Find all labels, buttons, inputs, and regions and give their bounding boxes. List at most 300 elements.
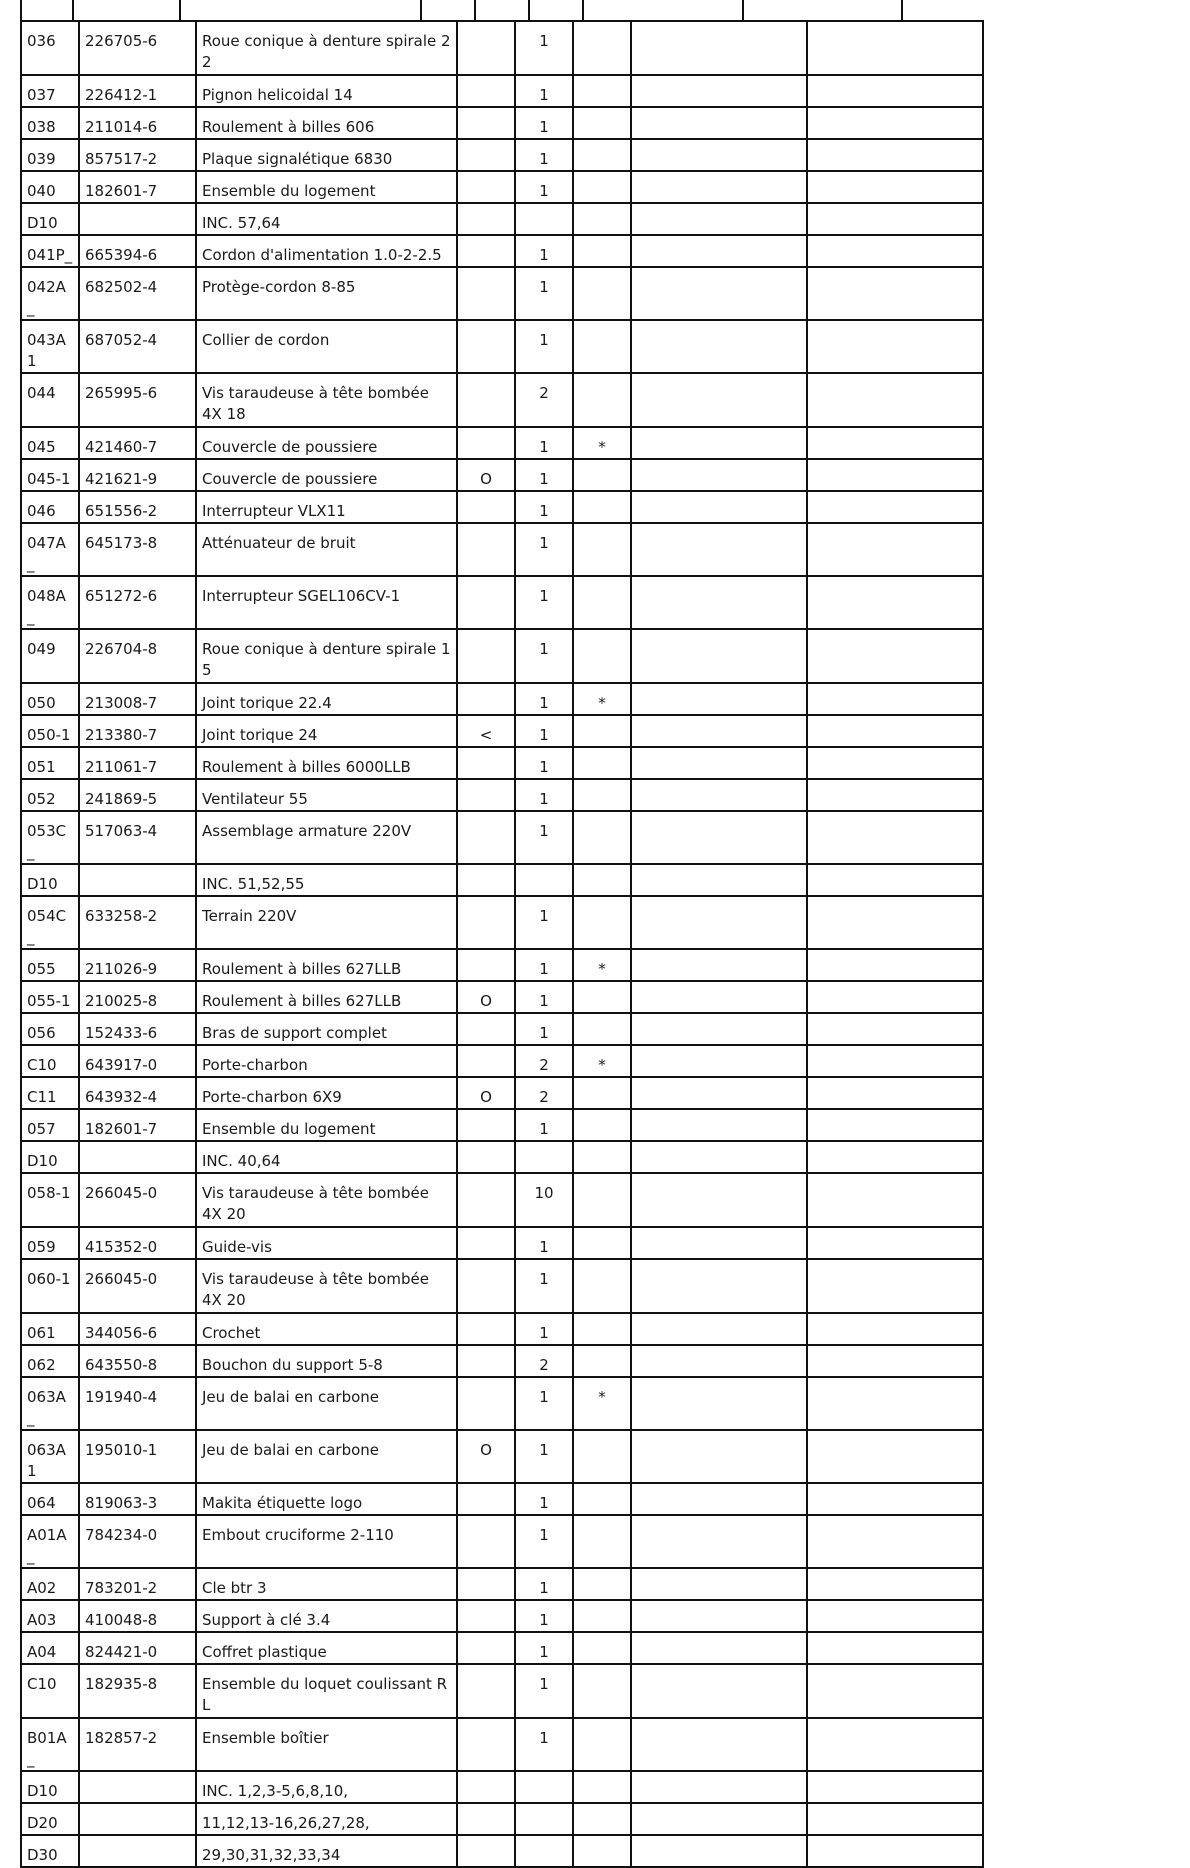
item-number-cell: D20 bbox=[21, 1803, 79, 1835]
symbol-cell bbox=[457, 203, 515, 235]
empty-cell bbox=[631, 267, 807, 320]
part-number-cell bbox=[79, 1141, 196, 1173]
item-number-cell: C10 bbox=[21, 1045, 79, 1077]
symbol-cell bbox=[457, 373, 515, 427]
quantity-cell: 2 bbox=[515, 373, 573, 427]
empty-cell bbox=[631, 811, 807, 864]
part-number-cell: 857517-2 bbox=[79, 139, 196, 171]
item-number-cell: 051 bbox=[21, 747, 79, 779]
empty-cell bbox=[631, 1227, 807, 1259]
description-cell: Roulement à billes 627LLB bbox=[196, 981, 457, 1013]
empty-cell bbox=[807, 1835, 983, 1867]
quantity-cell: 1 bbox=[515, 715, 573, 747]
symbol-cell bbox=[457, 896, 515, 949]
symbol-cell bbox=[457, 75, 515, 107]
symbol-cell bbox=[457, 1718, 515, 1771]
description-cell: Roulement à billes 627LLB bbox=[196, 949, 457, 981]
quantity-cell: 1 bbox=[515, 107, 573, 139]
symbol-cell: O bbox=[457, 1430, 515, 1483]
empty-cell bbox=[807, 1803, 983, 1835]
table-row bbox=[21, 896, 983, 949]
table-row bbox=[21, 747, 983, 779]
note-cell bbox=[573, 811, 631, 864]
empty-cell bbox=[807, 1515, 983, 1568]
quantity-cell: 1 bbox=[515, 1013, 573, 1045]
table-row bbox=[21, 949, 983, 981]
quantity-cell: 1 bbox=[515, 427, 573, 459]
note-cell bbox=[573, 1803, 631, 1835]
table-row bbox=[21, 683, 983, 715]
empty-cell bbox=[807, 373, 983, 427]
empty-cell bbox=[631, 683, 807, 715]
part-number-cell: 410048-8 bbox=[79, 1600, 196, 1632]
table-row bbox=[21, 1771, 983, 1803]
table-continuation-line bbox=[901, 0, 903, 20]
empty-cell bbox=[807, 1568, 983, 1600]
symbol-cell bbox=[457, 1632, 515, 1664]
item-number-cell: 052 bbox=[21, 779, 79, 811]
empty-cell bbox=[807, 715, 983, 747]
item-number-cell: 040 bbox=[21, 171, 79, 203]
description-cell: Porte-charbon bbox=[196, 1045, 457, 1077]
part-number-cell: 651556-2 bbox=[79, 491, 196, 523]
description-cell: INC. 57,64 bbox=[196, 203, 457, 235]
table-continuation-line bbox=[582, 0, 584, 20]
empty-cell bbox=[631, 1077, 807, 1109]
empty-cell bbox=[807, 1173, 983, 1227]
part-number-cell: 226705-6 bbox=[79, 21, 196, 75]
note-cell bbox=[573, 1173, 631, 1227]
empty-cell bbox=[807, 75, 983, 107]
empty-cell bbox=[631, 523, 807, 576]
table-row bbox=[21, 779, 983, 811]
quantity-cell: 1 bbox=[515, 1664, 573, 1718]
symbol-cell bbox=[457, 320, 515, 373]
table-row bbox=[21, 811, 983, 864]
empty-cell bbox=[807, 1227, 983, 1259]
empty-cell bbox=[631, 864, 807, 896]
table-row bbox=[21, 1803, 983, 1835]
description-cell: Couvercle de poussiere bbox=[196, 459, 457, 491]
table-row bbox=[21, 1259, 983, 1313]
item-number-cell: 057 bbox=[21, 1109, 79, 1141]
symbol-cell bbox=[457, 1045, 515, 1077]
table-row bbox=[21, 1345, 983, 1377]
item-number-cell: 053C_ bbox=[21, 811, 79, 864]
item-number-cell: 046 bbox=[21, 491, 79, 523]
table-row bbox=[21, 1173, 983, 1227]
table-row bbox=[21, 1430, 983, 1483]
part-number-cell: 191940-4 bbox=[79, 1377, 196, 1430]
empty-cell bbox=[631, 1483, 807, 1515]
note-cell bbox=[573, 1771, 631, 1803]
empty-cell bbox=[631, 459, 807, 491]
table-row bbox=[21, 1568, 983, 1600]
item-number-cell: 060-1 bbox=[21, 1259, 79, 1313]
part-number-cell: 195010-1 bbox=[79, 1430, 196, 1483]
quantity-cell: 1 bbox=[515, 320, 573, 373]
part-number-cell: 265995-6 bbox=[79, 373, 196, 427]
part-number-cell: 651272-6 bbox=[79, 576, 196, 629]
empty-cell bbox=[631, 320, 807, 373]
item-number-cell: A01A_ bbox=[21, 1515, 79, 1568]
symbol-cell: O bbox=[457, 981, 515, 1013]
note-cell bbox=[573, 171, 631, 203]
description-cell: Collier de cordon bbox=[196, 320, 457, 373]
note-cell bbox=[573, 1345, 631, 1377]
quantity-cell: 1 bbox=[515, 1109, 573, 1141]
item-number-cell: B01A_ bbox=[21, 1718, 79, 1771]
description-cell: Roulement à billes 6000LLB bbox=[196, 747, 457, 779]
note-cell: * bbox=[573, 949, 631, 981]
empty-cell bbox=[631, 1313, 807, 1345]
part-number-cell bbox=[79, 1771, 196, 1803]
description-cell: Makita étiquette logo bbox=[196, 1483, 457, 1515]
item-number-cell: 059 bbox=[21, 1227, 79, 1259]
quantity-cell: 1 bbox=[515, 75, 573, 107]
note-cell bbox=[573, 1313, 631, 1345]
empty-cell bbox=[631, 1430, 807, 1483]
note-cell bbox=[573, 779, 631, 811]
part-number-cell bbox=[79, 864, 196, 896]
table-continuation-line bbox=[72, 0, 74, 20]
item-number-cell: 042A_ bbox=[21, 267, 79, 320]
quantity-cell bbox=[515, 1141, 573, 1173]
symbol-cell bbox=[457, 1483, 515, 1515]
empty-cell bbox=[631, 981, 807, 1013]
item-number-cell: 054C_ bbox=[21, 896, 79, 949]
quantity-cell: 1 bbox=[515, 171, 573, 203]
symbol-cell bbox=[457, 1013, 515, 1045]
part-number-cell: 182857-2 bbox=[79, 1718, 196, 1771]
quantity-cell: 1 bbox=[515, 1259, 573, 1313]
symbol-cell bbox=[457, 171, 515, 203]
empty-cell bbox=[807, 171, 983, 203]
item-number-cell: D10 bbox=[21, 1771, 79, 1803]
quantity-cell: 1 bbox=[515, 491, 573, 523]
quantity-cell bbox=[515, 203, 573, 235]
part-number-cell: 784234-0 bbox=[79, 1515, 196, 1568]
part-number-cell bbox=[79, 1803, 196, 1835]
item-number-cell: D10 bbox=[21, 203, 79, 235]
item-number-cell: 049 bbox=[21, 629, 79, 683]
item-number-cell: D10 bbox=[21, 1141, 79, 1173]
table-row bbox=[21, 459, 983, 491]
note-cell bbox=[573, 1835, 631, 1867]
symbol-cell bbox=[457, 629, 515, 683]
item-number-cell: 044 bbox=[21, 373, 79, 427]
quantity-cell: 10 bbox=[515, 1173, 573, 1227]
item-number-cell: 056 bbox=[21, 1013, 79, 1045]
symbol-cell bbox=[457, 1227, 515, 1259]
quantity-cell: 1 bbox=[515, 949, 573, 981]
part-number-cell: 415352-0 bbox=[79, 1227, 196, 1259]
table-row bbox=[21, 1313, 983, 1345]
table-row bbox=[21, 1664, 983, 1718]
note-cell bbox=[573, 1515, 631, 1568]
note-cell bbox=[573, 1718, 631, 1771]
empty-cell bbox=[807, 1345, 983, 1377]
item-number-cell: 047A_ bbox=[21, 523, 79, 576]
description-cell: Interrupteur SGEL106CV-1 bbox=[196, 576, 457, 629]
table-row bbox=[21, 75, 983, 107]
empty-cell bbox=[807, 629, 983, 683]
part-number-cell: 824421-0 bbox=[79, 1632, 196, 1664]
description-cell: Pignon helicoidal 14 bbox=[196, 75, 457, 107]
empty-cell bbox=[807, 576, 983, 629]
note-cell bbox=[573, 1259, 631, 1313]
empty-cell bbox=[807, 949, 983, 981]
note-cell bbox=[573, 491, 631, 523]
description-cell: INC. 51,52,55 bbox=[196, 864, 457, 896]
symbol-cell bbox=[457, 576, 515, 629]
table-row bbox=[21, 203, 983, 235]
item-number-cell: 038 bbox=[21, 107, 79, 139]
empty-cell bbox=[631, 896, 807, 949]
item-number-cell: 055-1 bbox=[21, 981, 79, 1013]
symbol-cell bbox=[457, 1313, 515, 1345]
description-cell: Assemblage armature 220V bbox=[196, 811, 457, 864]
item-number-cell: C11 bbox=[21, 1077, 79, 1109]
quantity-cell: 2 bbox=[515, 1045, 573, 1077]
symbol-cell bbox=[457, 1259, 515, 1313]
empty-cell bbox=[807, 1045, 983, 1077]
part-number-cell: 783201-2 bbox=[79, 1568, 196, 1600]
table-row bbox=[21, 21, 983, 75]
empty-cell bbox=[807, 1483, 983, 1515]
symbol-cell bbox=[457, 864, 515, 896]
description-cell: Atténuateur de bruit bbox=[196, 523, 457, 576]
item-number-cell: A02 bbox=[21, 1568, 79, 1600]
quantity-cell bbox=[515, 1803, 573, 1835]
empty-cell bbox=[807, 1109, 983, 1141]
empty-cell bbox=[631, 1173, 807, 1227]
part-number-cell: 643917-0 bbox=[79, 1045, 196, 1077]
note-cell bbox=[573, 1664, 631, 1718]
part-number-cell: 633258-2 bbox=[79, 896, 196, 949]
table-row bbox=[21, 491, 983, 523]
empty-cell bbox=[631, 1803, 807, 1835]
description-cell: Interrupteur VLX11 bbox=[196, 491, 457, 523]
note-cell: * bbox=[573, 1377, 631, 1430]
description-cell: Joint torique 24 bbox=[196, 715, 457, 747]
symbol-cell bbox=[457, 21, 515, 75]
quantity-cell: 1 bbox=[515, 1377, 573, 1430]
note-cell bbox=[573, 1109, 631, 1141]
part-number-cell: 517063-4 bbox=[79, 811, 196, 864]
empty-cell bbox=[807, 427, 983, 459]
description-cell: Cle btr 3 bbox=[196, 1568, 457, 1600]
empty-cell bbox=[631, 1632, 807, 1664]
empty-cell bbox=[807, 1771, 983, 1803]
description-cell: Embout cruciforme 2-110 bbox=[196, 1515, 457, 1568]
symbol-cell bbox=[457, 779, 515, 811]
part-number-cell: 645173-8 bbox=[79, 523, 196, 576]
empty-cell bbox=[807, 864, 983, 896]
description-cell: Support à clé 3.4 bbox=[196, 1600, 457, 1632]
empty-cell bbox=[807, 235, 983, 267]
note-cell bbox=[573, 1013, 631, 1045]
quantity-cell bbox=[515, 1771, 573, 1803]
empty-cell bbox=[807, 203, 983, 235]
table-row bbox=[21, 629, 983, 683]
note-cell: * bbox=[573, 427, 631, 459]
item-number-cell: 058-1 bbox=[21, 1173, 79, 1227]
empty-cell bbox=[631, 629, 807, 683]
quantity-cell: 1 bbox=[515, 576, 573, 629]
note-cell bbox=[573, 629, 631, 683]
parts-table-body bbox=[21, 21, 983, 1867]
table-row bbox=[21, 1013, 983, 1045]
empty-cell bbox=[807, 491, 983, 523]
symbol-cell bbox=[457, 1568, 515, 1600]
table-row bbox=[21, 1045, 983, 1077]
symbol-cell bbox=[457, 1803, 515, 1835]
quantity-cell: 1 bbox=[515, 629, 573, 683]
description-cell: Protège-cordon 8-85 bbox=[196, 267, 457, 320]
note-cell bbox=[573, 267, 631, 320]
empty-cell bbox=[807, 1077, 983, 1109]
note-cell bbox=[573, 21, 631, 75]
empty-cell bbox=[631, 779, 807, 811]
item-number-cell: A03 bbox=[21, 1600, 79, 1632]
part-number-cell: 182935-8 bbox=[79, 1664, 196, 1718]
item-number-cell: D30 bbox=[21, 1835, 79, 1867]
item-number-cell: 062 bbox=[21, 1345, 79, 1377]
empty-cell bbox=[807, 1313, 983, 1345]
note-cell bbox=[573, 747, 631, 779]
description-cell: Couvercle de poussiere bbox=[196, 427, 457, 459]
description-cell: Ensemble du logement bbox=[196, 171, 457, 203]
empty-cell bbox=[807, 267, 983, 320]
item-number-cell: D10 bbox=[21, 864, 79, 896]
quantity-cell: 1 bbox=[515, 981, 573, 1013]
quantity-cell: 1 bbox=[515, 1718, 573, 1771]
empty-cell bbox=[807, 21, 983, 75]
note-cell bbox=[573, 896, 631, 949]
symbol-cell bbox=[457, 1600, 515, 1632]
description-cell: Crochet bbox=[196, 1313, 457, 1345]
empty-cell bbox=[631, 949, 807, 981]
empty-cell bbox=[807, 1259, 983, 1313]
table-row bbox=[21, 1141, 983, 1173]
table-continuation-line bbox=[20, 0, 22, 20]
quantity-cell: 1 bbox=[515, 21, 573, 75]
quantity-cell: 1 bbox=[515, 139, 573, 171]
item-number-cell: 055 bbox=[21, 949, 79, 981]
part-number-cell: 421460-7 bbox=[79, 427, 196, 459]
description-cell: 29,30,31,32,33,34 bbox=[196, 1835, 457, 1867]
empty-cell bbox=[631, 171, 807, 203]
empty-cell bbox=[631, 491, 807, 523]
description-cell: Roulement à billes 606 bbox=[196, 107, 457, 139]
empty-cell bbox=[631, 1568, 807, 1600]
part-number-cell: 643932-4 bbox=[79, 1077, 196, 1109]
table-row bbox=[21, 1227, 983, 1259]
quantity-cell: 1 bbox=[515, 1568, 573, 1600]
description-cell: Bouchon du support 5-8 bbox=[196, 1345, 457, 1377]
empty-cell bbox=[631, 1515, 807, 1568]
part-number-cell: 421621-9 bbox=[79, 459, 196, 491]
description-cell: Vis taraudeuse à tête bombée 4X 18 bbox=[196, 373, 457, 427]
symbol-cell: O bbox=[457, 459, 515, 491]
table-continuation-line bbox=[420, 0, 422, 20]
symbol-cell bbox=[457, 427, 515, 459]
part-number-cell bbox=[79, 1835, 196, 1867]
empty-cell bbox=[807, 1377, 983, 1430]
item-number-cell: 063A_ bbox=[21, 1377, 79, 1430]
symbol-cell bbox=[457, 1664, 515, 1718]
part-number-cell: 152433-6 bbox=[79, 1013, 196, 1045]
item-number-cell: 048A_ bbox=[21, 576, 79, 629]
description-cell: Ventilateur 55 bbox=[196, 779, 457, 811]
table-row bbox=[21, 715, 983, 747]
symbol-cell: O bbox=[457, 1077, 515, 1109]
empty-cell bbox=[807, 1718, 983, 1771]
part-number-cell: 211014-6 bbox=[79, 107, 196, 139]
table-row bbox=[21, 373, 983, 427]
quantity-cell: 1 bbox=[515, 235, 573, 267]
table-row bbox=[21, 1077, 983, 1109]
table-continuation-line bbox=[742, 0, 744, 20]
quantity-cell: 1 bbox=[515, 779, 573, 811]
empty-cell bbox=[631, 1345, 807, 1377]
empty-cell bbox=[807, 1430, 983, 1483]
note-cell bbox=[573, 864, 631, 896]
quantity-cell: 1 bbox=[515, 1632, 573, 1664]
note-cell bbox=[573, 107, 631, 139]
table-continuation-line bbox=[474, 0, 476, 20]
empty-cell bbox=[631, 1109, 807, 1141]
part-number-cell: 665394-6 bbox=[79, 235, 196, 267]
quantity-cell: 1 bbox=[515, 1430, 573, 1483]
empty-cell bbox=[807, 683, 983, 715]
item-number-cell: 064 bbox=[21, 1483, 79, 1515]
description-cell: Porte-charbon 6X9 bbox=[196, 1077, 457, 1109]
quantity-cell: 1 bbox=[515, 1600, 573, 1632]
part-number-cell: 643550-8 bbox=[79, 1345, 196, 1377]
item-number-cell: 043A1 bbox=[21, 320, 79, 373]
table-row bbox=[21, 427, 983, 459]
empty-cell bbox=[807, 747, 983, 779]
empty-cell bbox=[631, 576, 807, 629]
symbol-cell bbox=[457, 107, 515, 139]
symbol-cell bbox=[457, 1377, 515, 1430]
empty-cell bbox=[807, 1141, 983, 1173]
note-cell bbox=[573, 139, 631, 171]
quantity-cell: 1 bbox=[515, 811, 573, 864]
empty-cell bbox=[631, 1013, 807, 1045]
description-cell: INC. 1,2,3-5,6,8,10, bbox=[196, 1771, 457, 1803]
empty-cell bbox=[807, 139, 983, 171]
description-cell: Vis taraudeuse à tête bombée 4X 20 bbox=[196, 1173, 457, 1227]
symbol-cell bbox=[457, 523, 515, 576]
empty-cell bbox=[631, 139, 807, 171]
table-row bbox=[21, 1483, 983, 1515]
note-cell bbox=[573, 1568, 631, 1600]
empty-cell bbox=[631, 107, 807, 139]
quantity-cell bbox=[515, 864, 573, 896]
table-continuation-line bbox=[528, 0, 530, 20]
quantity-cell: 1 bbox=[515, 683, 573, 715]
empty-cell bbox=[807, 1632, 983, 1664]
item-number-cell: 061 bbox=[21, 1313, 79, 1345]
table-row bbox=[21, 139, 983, 171]
part-number-cell bbox=[79, 203, 196, 235]
note-cell bbox=[573, 1227, 631, 1259]
empty-cell bbox=[631, 1045, 807, 1077]
note-cell bbox=[573, 981, 631, 1013]
